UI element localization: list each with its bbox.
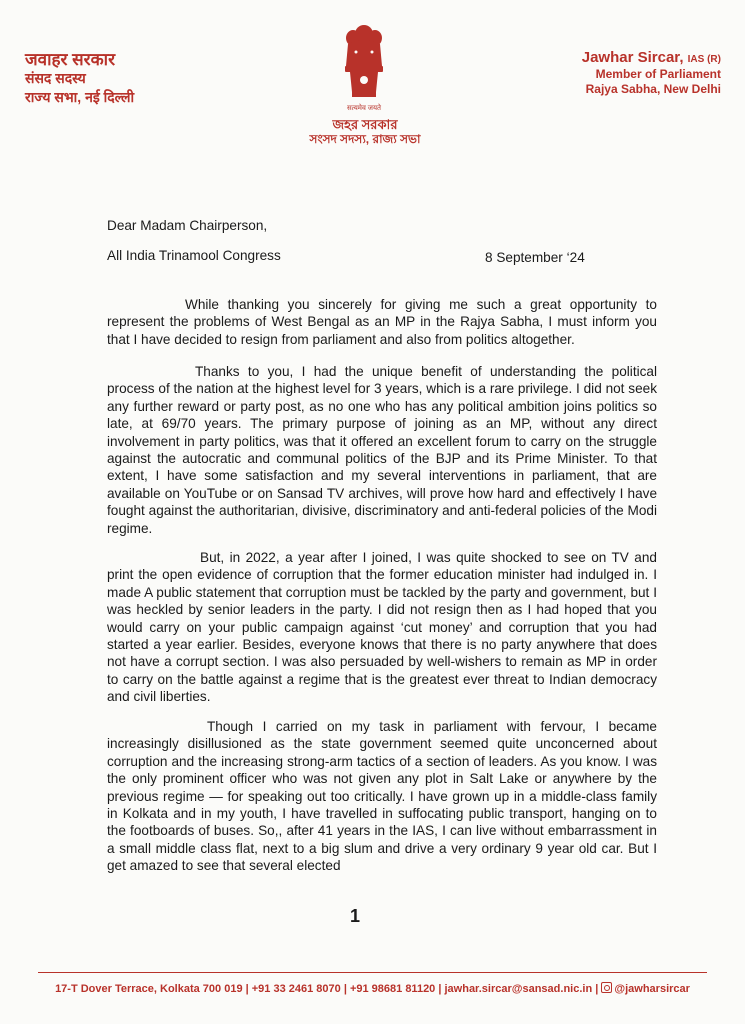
- paragraph: [107, 363, 657, 537]
- paragraph-4: Though I carried on my task in parliament with fervour, I became increasingly disillusioned as the state government seemed quite unconcerned about corruption and the increasing strong-arm tactics of a section of leaders. As you know. I was the only prominent officer who was not given any plot in Salt Lake or anywhere by the previous regime — for speaking out too critically. I have grown up in a middle-class family in Kolkata and in my youth, I have travelled in suffocating public transport, hanging on to the footboards of buses. So,, after 41 years in the IAS, I can live without embarrassment in a small middle class flat, next to a big slum and drive a very ordinary 9 year old car. But I get amazed to see that several elected: [107, 719, 657, 874]
- english-house: Rajya Sabha, New Delhi: [585, 82, 721, 96]
- english-title: Member of Parliament: [595, 67, 721, 81]
- letterhead-right: [582, 50, 721, 97]
- recipient-organization: All India Trinamool Congress: [107, 248, 281, 263]
- paragraph-1: While thanking you sincerely for giving me such a great opportunity to represent the problems of West Bengal as an MP in the Rajya Sabha, I must inform you that I have decided to resign from parliament and also from politics altogether.: [107, 297, 657, 347]
- paragraph-2: Thanks to you, I had the unique benefit of understanding the political process of the nation at the highest level for 3 years, which is a rare privilege. I did not seek any further reward or party post, as no one who has any political ambition joins politics so late, at 69/70 years. The primary purpose of joining as an MP, without any direct involvement in party politics, was that it offered an excellent forum to carry on the struggle against the autocratic and communal politics of the BJP and its Prime Minister. To that extent, I have some satisfaction and my several interventions in parliament, that are available on YouTube or on Sansad TV archives, will prove how hard and effectively I have fought against the authoritarian, divisive, discriminatory and anti-federal policies of the Modi regime.: [107, 364, 657, 536]
- footer-address: 17-T Dover Terrace, Kolkata 700 019 | +91 33 2461 8070 | +91 98681 81120 | jawhar.sircar@sansad.nic.in |: [55, 983, 599, 995]
- bengali-name: জহর সরকার: [332, 117, 398, 132]
- salutation: Dear Madam Chairperson,: [107, 218, 268, 233]
- hindi-house: राज्य सभा, नई दिल्ली: [25, 89, 135, 105]
- social-handle: @jawharsircar: [614, 983, 690, 995]
- bengali-title: সংসদ সদস্য, রাজ্য সভা: [309, 132, 421, 146]
- footer-contact: [0, 982, 745, 995]
- english-name: [582, 50, 721, 67]
- emblem-motto: सत्यमेव जयते: [346, 105, 382, 112]
- letter-date: 8 September ‘24: [485, 250, 585, 265]
- hindi-name: जवाहर सरकार: [25, 50, 116, 69]
- letterhead-left: [25, 50, 134, 107]
- paragraph: [107, 718, 657, 875]
- paragraph: [107, 549, 657, 706]
- page-number: 1: [350, 906, 361, 926]
- paragraph: [107, 296, 657, 348]
- footer-divider: [38, 972, 707, 973]
- bengali-letterhead: [300, 117, 430, 147]
- instagram-icon: [601, 982, 612, 993]
- national-emblem-icon: [340, 22, 388, 104]
- name-suffix: IAS (R): [687, 54, 721, 65]
- sender-name: Jawhar Sircar,: [581, 49, 684, 66]
- paragraph-3: But, in 2022, a year after I joined, I was quite shocked to see on TV and print the open evidence of corruption that the former education minister had indulged in. I made A public statement that corruption must be tackled by the party and government, but I was heckled by senior leaders in the party. I did not resign then as I had hoped that you would carry on your public campaign against ‘cut money’ and corruption that you had started a year earlier. Besides, everyone knows that there is no party anywhere that does not have a corrupt section. I was also persuaded by well-wishers to remain as MP in order to carry on the battle against a regime that is the greatest ever threat to Indian democracy and civil liberties.: [107, 550, 657, 705]
- hindi-title: संसद सदस्य: [25, 70, 86, 86]
